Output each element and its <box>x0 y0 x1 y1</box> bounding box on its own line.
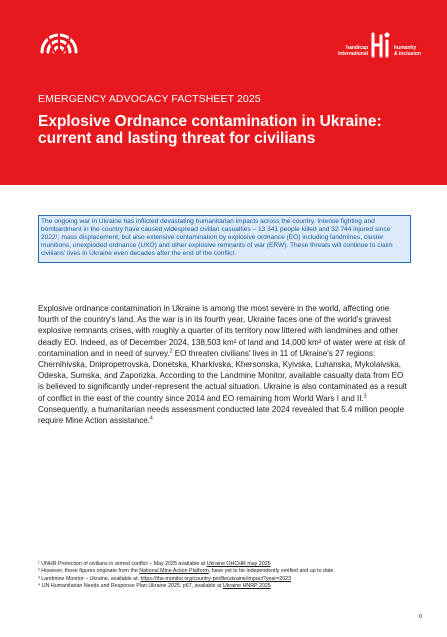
footnote-text: , have yet to be independently verified and up to date. <box>208 568 335 575</box>
footnote-1 <box>38 561 410 568</box>
footnote-ref[interactable]: 3 <box>363 392 367 399</box>
page-number: 0 <box>419 614 423 620</box>
brand-name-left <box>330 45 368 57</box>
handicap-international-logo-icon <box>371 30 391 60</box>
footnotes <box>38 561 410 591</box>
footnote-text: ³ Landmine Monitor – Ukraine, available at: <box>38 575 141 582</box>
brand-text: handicap <box>346 45 368 51</box>
brand-text: humanity <box>394 45 417 51</box>
factsheet-kicker: EMERGENCY ADVOCACY FACTSHEET 2025 <box>38 93 261 105</box>
body-text-part: EO threaten civilians' lives in 11 of Ukraine's 27 regions: Chernihivska, Dnipropetrovska, Donetska, Kharkivska, Khersonska, Kyivska, Luhanska, Mykolaivska, Odeska, Sumska, and Zaporizka. According to the Landmine Monitor, available casualty data from EO is believed to significantly under-represent the actual situation. Ukraine is also contaminated as a result of conflict in the east of the country since 2014 and EO remaining from World Wars I and II. <box>38 348 407 403</box>
sunrise-logo-icon <box>36 24 82 58</box>
footnote-4 <box>38 583 410 590</box>
footnote-3 <box>38 576 410 583</box>
footnote-ref[interactable]: 4 <box>150 415 153 422</box>
body-text-part: Explosive ordnance contamination in Ukraine is among the most severe in the world, affecting one fourth of the country's land. As the war is in its fourth year, Ukraine faces one of the world's gravest explosive remnants crises, with roughly a quarter of its territory now littered with landmines and other deadly EO. Indeed, as of December 2024, 138,503 km² of land and 14,000 km² of water were at risk of contamination and in need of survey. <box>38 304 406 358</box>
body-paragraph <box>38 303 410 426</box>
footnote-link[interactable]: Ukraine OHCHR may 2025 <box>206 561 271 567</box>
summary-box: The ongoing war in Ukraine has inflicted devastating humanitarian impacts across the country. Intense fighting and bombardment in the country have caused widespread civilian casualties – 13 341 people killed and 32 744 injured since 2022¹, mass displacement, but also extensive contamination by explosive ordnance (EO) including landmines, cluster munitions, unexploded ordnance (UXO) and other explosive remnants of war (ERW). These threats will continue to claim civilians' lives in Ukraine even decades after the end of the conflict. <box>38 215 411 263</box>
brand-text: international <box>337 51 368 57</box>
footnote-link[interactable]: Ukraine HNRP 2025 <box>222 583 271 590</box>
footnote-ref[interactable]: 2 <box>169 348 173 355</box>
footnote-2 <box>38 568 410 575</box>
body-text-part: Consequently, a humanitarian needs assessment conducted late 2024 revealed that 5.4 million people require Mine Action assistance. <box>38 404 405 426</box>
footnote-text: ⁴ UN Humanitarian Needs and Response Plan Ukraine 2025, p67, available at <box>38 583 223 590</box>
footnote-link[interactable]: National Mine Action Platform <box>139 568 209 575</box>
brand-name-right <box>394 45 421 57</box>
header-banner <box>0 0 447 185</box>
page-title: Explosive Ordnance contamination in Ukraine: current and lasting threat for civilians <box>38 113 382 147</box>
footnote-link[interactable]: https://the-monitor.org/country-profile/ukraine/impact?year=2023 <box>140 575 292 582</box>
footnote-text: ¹ UNHR Protection of civilians in armed conflict – May 2025 available at <box>38 561 207 567</box>
brand-text: & inclusion <box>394 51 421 57</box>
footnote-text: ² However, these figures originate from the <box>38 568 140 575</box>
